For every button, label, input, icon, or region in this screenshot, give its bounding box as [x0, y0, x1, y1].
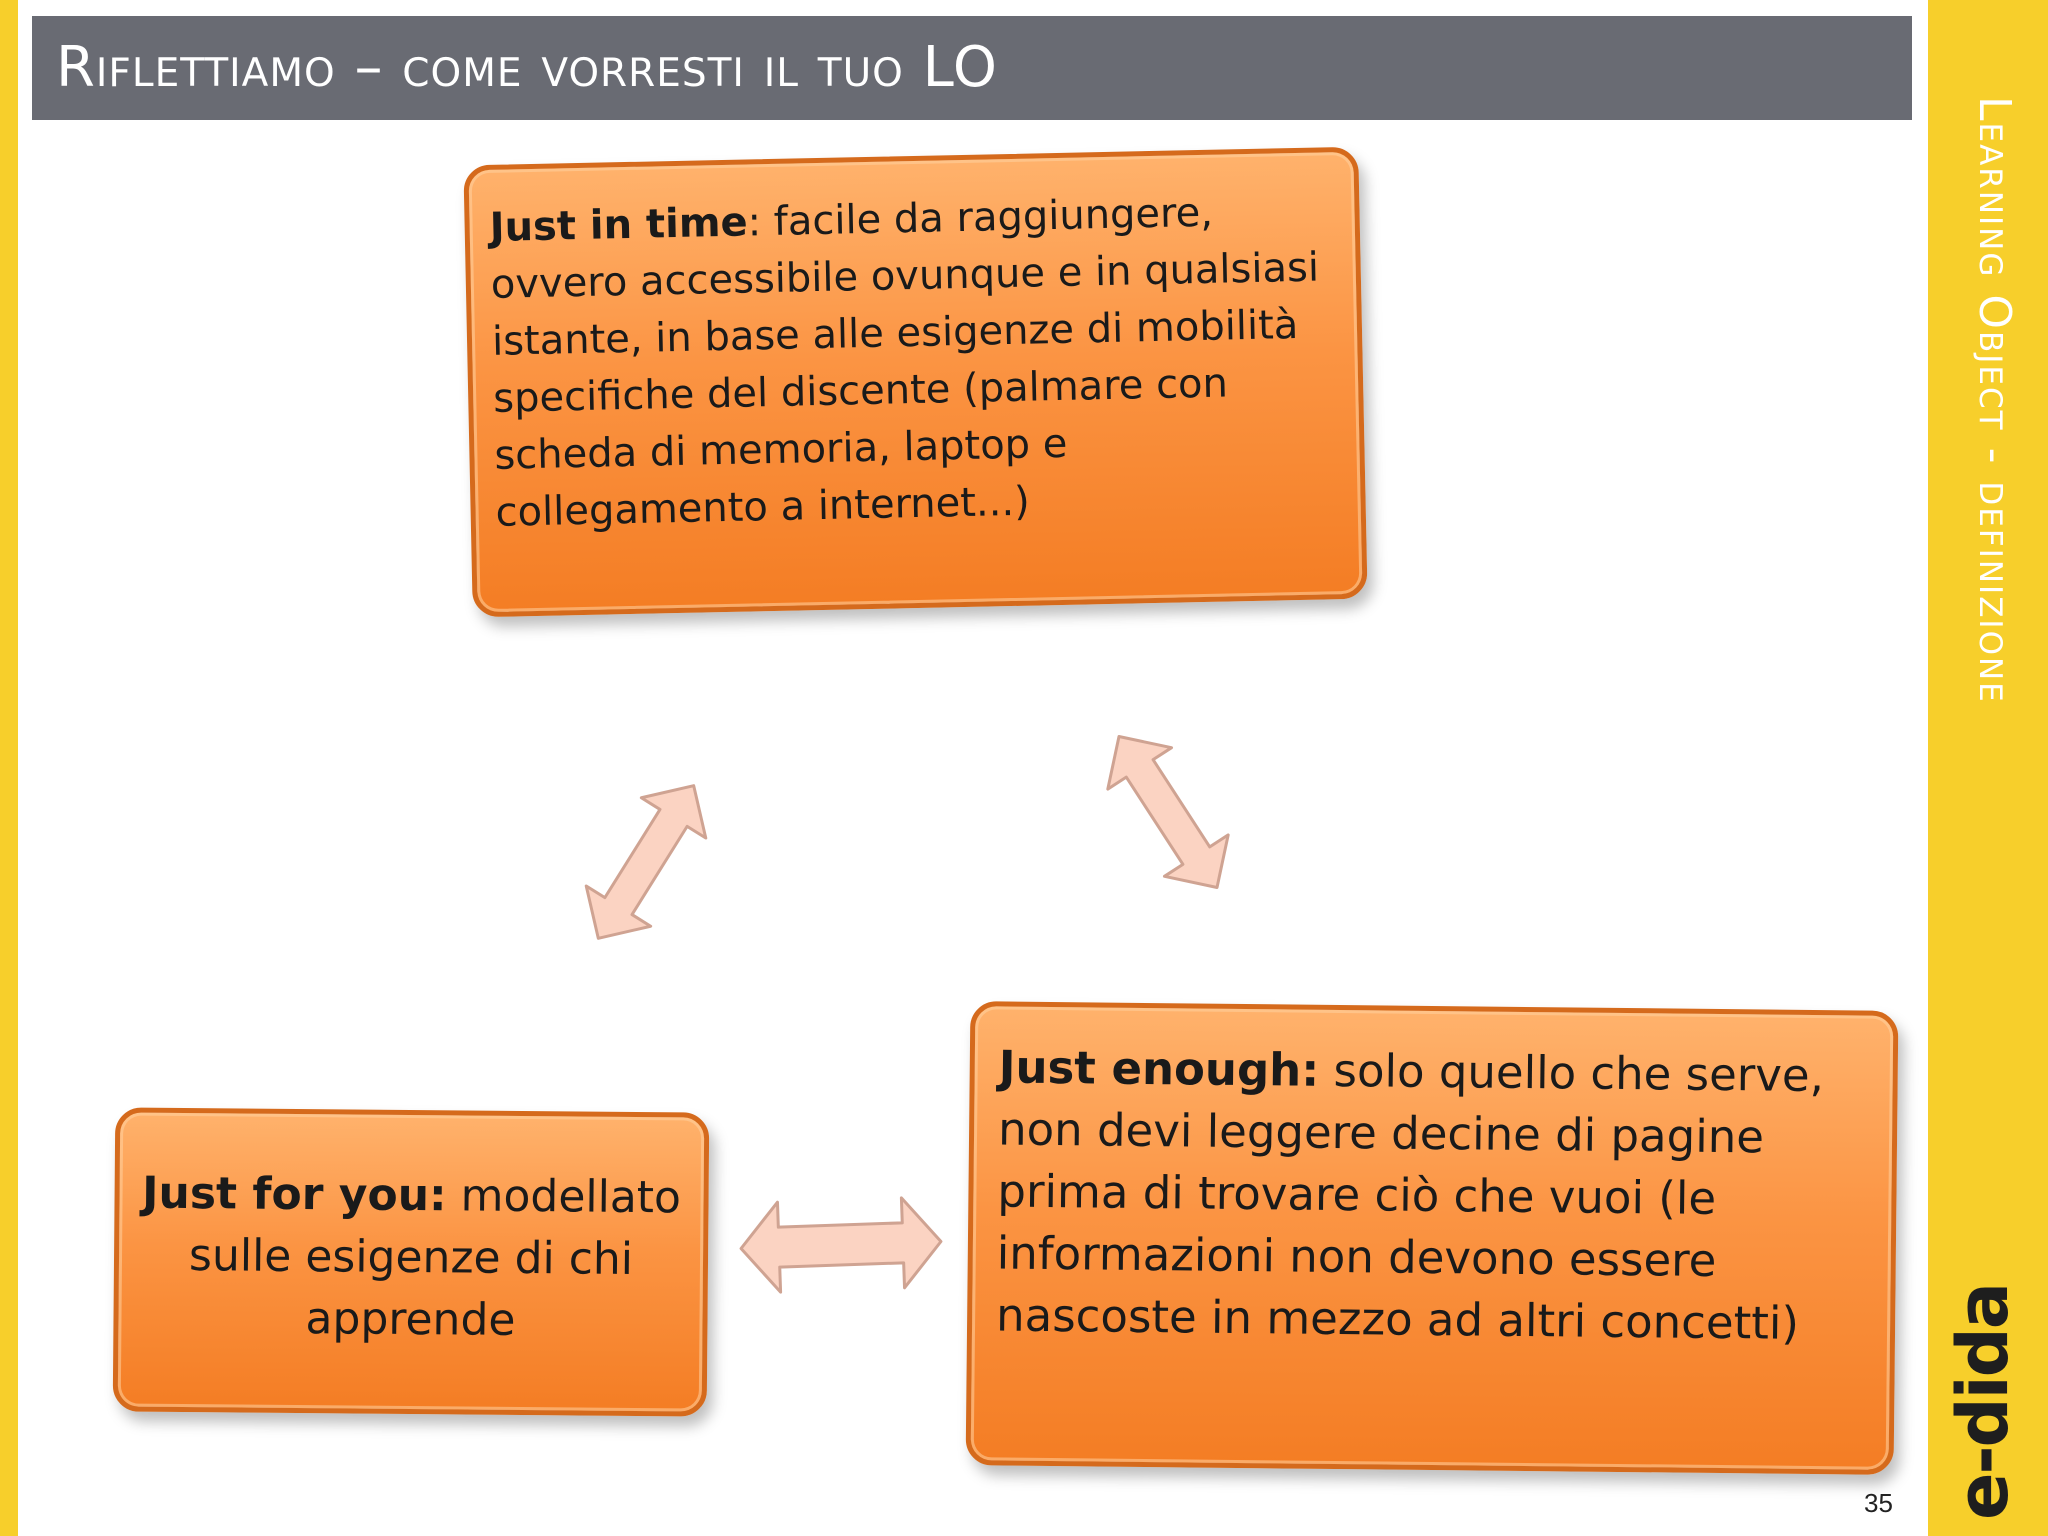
double-arrow-left-icon — [556, 762, 736, 962]
box-just-in-time — [463, 147, 1367, 618]
title-bar — [32, 16, 1912, 120]
box-just-for-you — [113, 1107, 710, 1416]
double-arrow-horizontal-icon — [736, 1190, 946, 1300]
box-just-in-time-text: : facile da raggiungere, ovvero accessibile ovunque e in qualsiasi istante, in base alle esigenze di mobilità specifiche del discente (palmare con scheda di memoria, laptop e collegamento a internet...) — [490, 189, 1320, 536]
edida-logo: e-dida — [1942, 1284, 2024, 1520]
page-number: 35 — [1864, 1488, 1893, 1518]
box-just-enough — [966, 1001, 1899, 1475]
left-accent-bar — [0, 0, 18, 1536]
double-arrow-right-icon — [1078, 712, 1258, 912]
page-title: Riflettiamo – come vorresti il tuo LO — [56, 35, 998, 100]
side-section-title: Learning Object - definizione — [1969, 96, 2020, 704]
box-just-enough-text: solo quello che serve, non devi leggere decine di pagine prima di trovare ciò che vuoi (le informazioni non devono essere nascoste in mezzo ad altri concetti) — [995, 1043, 1825, 1350]
box-just-for-you-heading: Just for you: — [141, 1167, 447, 1222]
box-just-enough-heading: Just enough: — [998, 1040, 1320, 1097]
box-just-for-you-text: modellato sulle esigenze di chi apprende — [188, 1170, 682, 1346]
box-just-in-time-heading: Just in time — [489, 199, 749, 251]
